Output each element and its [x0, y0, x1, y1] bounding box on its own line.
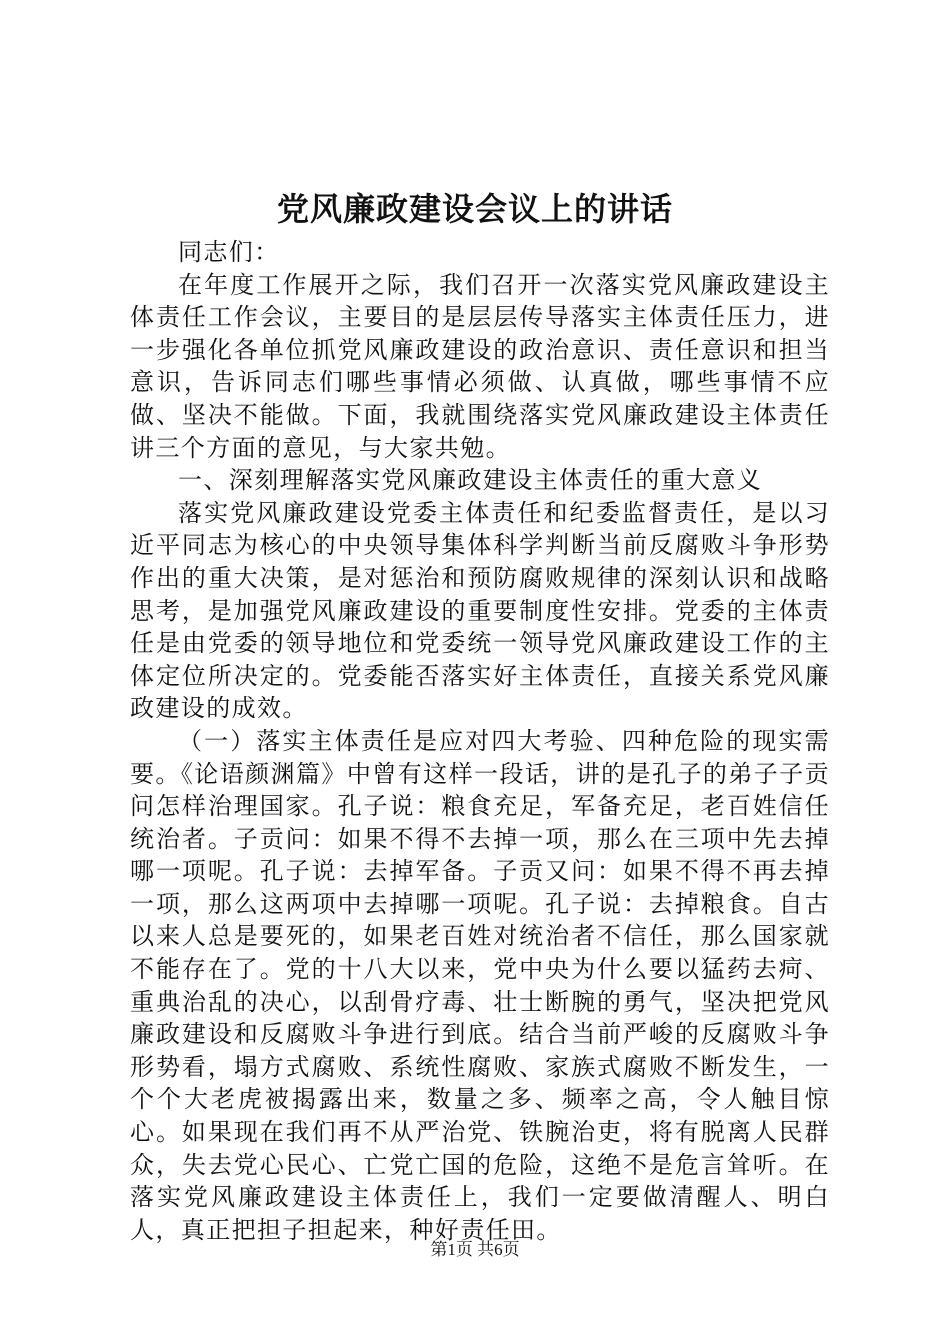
page-footer: 第1页 共6页 — [430, 1240, 520, 1259]
opening-paragraph: 在年度工作展开之际，我们召开一次落实党风廉政建设主体责任工作会议，主要目的是层层传导落实主体责任压力，进一步强化各单位抓党风廉政建设的政治意识、责任意识和担当意识，告诉同志们哪些事情必须做、认真做，哪些事情不应做、坚决不能做。下面，我就围绕落实党风廉政建设主体责任讲三个方面的意见，与大家共勉。 — [130, 270, 830, 462]
document-body — [130, 236, 830, 1246]
subsection-1-paragraph: （一）落实主体责任是应对四大考验、四种危险的现实需要。《论语颜渊篇》中曾有这样一段话，讲的是孔子的弟子子贡问怎样治理国家。孔子说：粮食充足，军备充足，老百姓信任统治者。子贡问：如果不得不去掉一项，那么在三项中先去掉哪一项呢。孔子说：去掉军备。子贡又问：如果不得不再去掉一项，那么这两项中去掉哪一项呢。孔子说：去掉粮食。自古以来人总是要死的，如果老百姓对统治者不信任，那么国家就不能存在了。党的十八大以来，党中央为什么要以猛药去疴、重典治乱的决心，以刮骨疗毒、壮士断腕的勇气，坚决把党风廉政建设和反腐败斗争进行到底。结合当前严峻的反腐败斗争形势看，塌方式腐败、系统性腐败、家族式腐败不断发生，一个个大老虎被揭露出来，数量之多、频率之高，令人触目惊心。如果现在我们再不从严治党、铁腕治吏，将有脱离人民群众，失去党心民心、亡党亡国的危险，这绝不是危言耸听。在落实党风廉政建设主体责任上，我们一定要做清醒人、明白人，真正把担子担起来，种好责任田。 — [130, 726, 830, 1244]
section-1-paragraph: 落实党风廉政建设党委主体责任和纪委监督责任，是以习近平同志为核心的中央领导集体科学判断当前反腐败斗争形势作出的重大决策，是对惩治和预防腐败规律的深刻认识和战略思考，是加强党风廉政建设的重要制度性安排。党委的主体责任是由党委的领导地位和党委统一领导党风廉政建设工作的主体定位所决定的。党委能否落实好主体责任，直接关系党风廉政建设的成效。 — [130, 498, 830, 723]
section-heading-1: 一、深刻理解落实党风廉政建设主体责任的重大意义 — [178, 466, 763, 495]
salutation: 同志们： — [178, 238, 280, 266]
document-title: 党风廉政建设会议上的讲话 — [276, 190, 673, 228]
